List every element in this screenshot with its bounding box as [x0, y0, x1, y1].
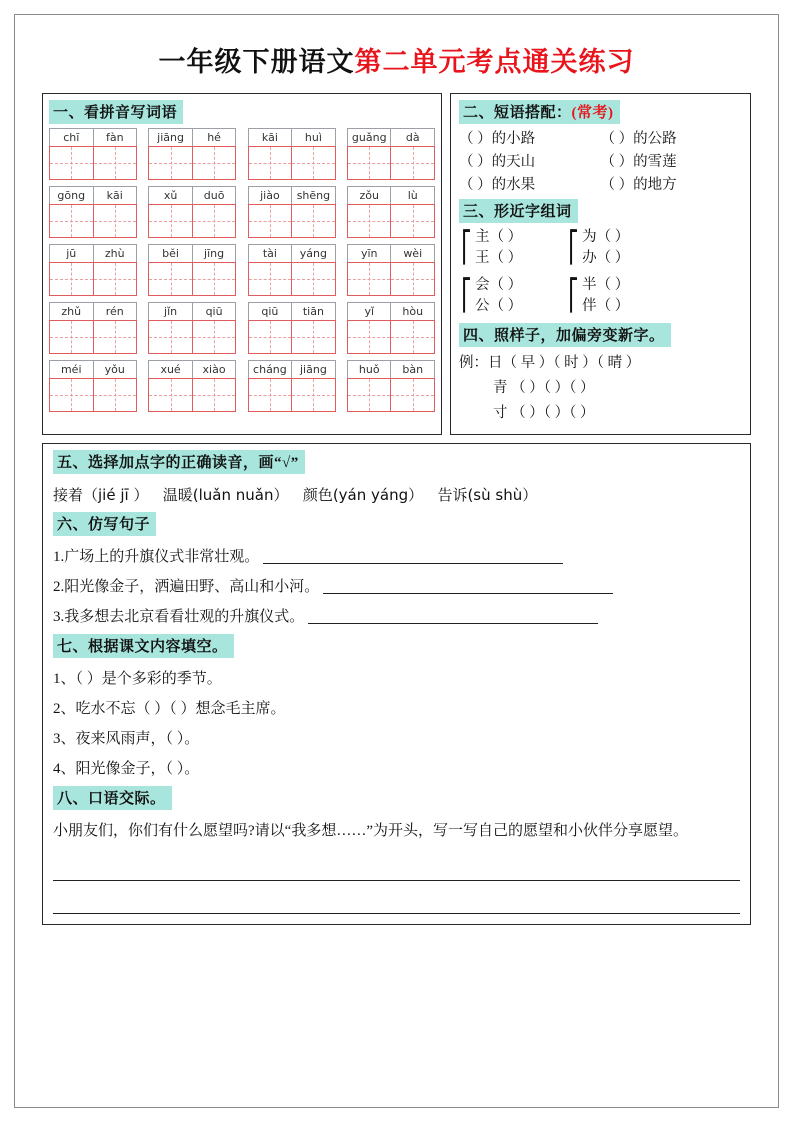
- tianzige-box[interactable]: [148, 320, 236, 354]
- tianzige-box[interactable]: [347, 320, 435, 354]
- tianzige-cell[interactable]: [50, 379, 93, 411]
- tianzige-cell[interactable]: [149, 379, 192, 411]
- pron-word: 颜色: [302, 486, 333, 504]
- writing-line[interactable]: [53, 887, 740, 914]
- tianzige-cell[interactable]: [348, 263, 391, 295]
- section-1-pinyin-writing: [42, 93, 442, 435]
- section-5-heading: 五、选择加点字的正确读音，画“√”: [53, 450, 305, 474]
- pinyin-cell: kāi: [261, 131, 278, 144]
- pinyin-line: [148, 360, 236, 378]
- tianzige-box[interactable]: [347, 204, 435, 238]
- brace-lines: [582, 227, 629, 269]
- tianzige-box[interactable]: [49, 378, 137, 412]
- section-2-phrase-matching: [459, 100, 742, 196]
- tianzige-cell[interactable]: [348, 321, 391, 353]
- tianzige-box[interactable]: [347, 262, 435, 296]
- sentence-item: [53, 544, 740, 570]
- pron-word: 温暖: [162, 486, 193, 504]
- tianzige-box[interactable]: [248, 204, 336, 238]
- pinyin-cell: gōng: [57, 189, 86, 202]
- answer-line[interactable]: 寸 （ ）（ ）（ ）: [493, 405, 595, 421]
- tianzige-cell[interactable]: [249, 147, 292, 179]
- section-4-heading: 四、照样子，加偏旁变新字。: [459, 323, 671, 347]
- phrase-item[interactable]: （ ）的天山: [459, 154, 536, 170]
- pinyin-cell: tiān: [291, 303, 335, 320]
- tianzige-box[interactable]: [49, 204, 137, 238]
- example-line: 例：日（ 早 ）（ 时 ）（ 晴 ）: [459, 355, 641, 371]
- tianzige-cell[interactable]: [192, 147, 236, 179]
- section-8-oral-communication: [53, 786, 740, 914]
- tianzige-box[interactable]: [49, 146, 137, 180]
- pinyin-cell: hé: [192, 129, 236, 146]
- character-word-line[interactable]: 会（ ）: [475, 277, 523, 293]
- section-4-add-radical: [459, 323, 742, 426]
- fill-item[interactable]: 1、（ ）是个多彩的季节。: [53, 671, 222, 687]
- pinyin-row: [49, 302, 435, 354]
- tianzige-cell[interactable]: [348, 379, 391, 411]
- tianzige-box[interactable]: [49, 320, 137, 354]
- fill-item[interactable]: 3、夜来风雨声，（ ）。: [53, 731, 200, 747]
- word-block: [49, 360, 137, 412]
- brace-icon: ⎡: [461, 230, 472, 265]
- pinyin-cell: huì: [291, 129, 335, 146]
- section-3-similar-characters: [459, 199, 742, 317]
- brace-pair: [459, 227, 522, 269]
- pinyin-cell: kāi: [93, 187, 137, 204]
- word-block: [49, 244, 137, 296]
- pinyin-cell: zhù: [93, 245, 137, 262]
- brace-lines: [582, 275, 629, 317]
- tianzige-cell[interactable]: [291, 379, 335, 411]
- tianzige-cell[interactable]: [192, 205, 236, 237]
- item-number: 3.: [53, 609, 65, 625]
- section-3-heading: 三、形近字组词: [459, 199, 578, 223]
- pinyin-cell: huǒ: [358, 363, 380, 376]
- pinyin-cell: bĕi: [162, 247, 179, 260]
- tianzige-box[interactable]: [148, 262, 236, 296]
- sentence-text: 阳光像金子，洒遍田野、高山和小河。: [64, 579, 320, 595]
- section-2-heading: [459, 100, 620, 124]
- word-block: [248, 244, 336, 296]
- tianzige-cell[interactable]: [390, 263, 434, 295]
- pinyin-line: [248, 360, 336, 378]
- fill-item[interactable]: 4、阳光像金子，（ ）。: [53, 761, 200, 777]
- answer-blank[interactable]: [323, 577, 613, 594]
- pinyin-cell: cháng: [253, 363, 287, 376]
- tianzige-cell[interactable]: [50, 147, 93, 179]
- pinyin-cell: xiào: [192, 361, 236, 378]
- word-block: [148, 186, 236, 238]
- pinyin-cell: zhǔ: [61, 305, 82, 318]
- tianzige-cell[interactable]: [291, 205, 335, 237]
- tianzige-box[interactable]: [347, 378, 435, 412]
- pron-word: 告诉: [437, 486, 468, 504]
- brace-pair: [459, 275, 522, 317]
- pinyin-cell: fàn: [93, 129, 137, 146]
- phrase-item[interactable]: （ ）的水果: [459, 177, 536, 193]
- character-word-line[interactable]: 公（ ）: [475, 298, 523, 314]
- pinyin-cell: xǔ: [163, 189, 178, 202]
- pinyin-cell: yǒu: [93, 361, 137, 378]
- tianzige-cell[interactable]: [149, 263, 192, 295]
- word-block: [347, 128, 435, 180]
- pinyin-cell: hòu: [390, 303, 434, 320]
- tianzige-cell[interactable]: [249, 205, 292, 237]
- pinyin-cell: qiū: [261, 305, 279, 318]
- pinyin-line: [248, 128, 336, 146]
- section-5-choose-pronunciation: [53, 450, 740, 508]
- sentence-text: 我多想去北京看看壮观的升旗仪式。: [64, 609, 305, 625]
- pinyin-line: [148, 244, 236, 262]
- phrase-row: [459, 151, 742, 173]
- section-2-note: (常考): [571, 105, 614, 121]
- word-block: [148, 302, 236, 354]
- pinyin-line: [49, 186, 137, 204]
- pron-options[interactable]: (luǎn nuǎn）: [192, 486, 289, 504]
- tianzige-cell[interactable]: [348, 205, 391, 237]
- writing-line[interactable]: [53, 854, 740, 881]
- title-red-part: 第二单元考点通关练习: [354, 47, 635, 77]
- tianzige-box[interactable]: [248, 320, 336, 354]
- tianzige-box[interactable]: [148, 378, 236, 412]
- section-5-items: [53, 482, 740, 508]
- fill-item[interactable]: 2、吃水不忘（ ）（ ）想念毛主席。: [53, 701, 286, 717]
- tianzige-cell[interactable]: [249, 263, 292, 295]
- section-8-heading: 八、口语交际。: [53, 786, 172, 810]
- pinyin-row: [49, 128, 435, 180]
- tianzige-box[interactable]: [49, 262, 137, 296]
- answer-blank[interactable]: [308, 607, 598, 624]
- sentence-item: [53, 604, 740, 630]
- word-block: [248, 128, 336, 180]
- tianzige-cell[interactable]: [192, 379, 236, 411]
- word-block: [347, 244, 435, 296]
- pinyin-cell: jǐn: [164, 305, 178, 318]
- pinyin-cell: yáng: [291, 245, 335, 262]
- writing-lines: [53, 854, 740, 914]
- brace-pair: [566, 227, 629, 269]
- word-block: [49, 128, 137, 180]
- pron-options[interactable]: （jié jī ）: [83, 486, 149, 504]
- tianzige-cell[interactable]: [390, 379, 434, 411]
- word-block: [248, 360, 336, 412]
- tianzige-box[interactable]: [248, 146, 336, 180]
- pinyin-cell: yīn: [360, 247, 378, 260]
- pinyin-cell: jiāng: [157, 131, 184, 144]
- tianzige-box[interactable]: [248, 262, 336, 296]
- tianzige-cell[interactable]: [291, 263, 335, 295]
- section-8-prompt: 小朋友们，你们有什么愿望吗?请以“我多想……”为开头，写一写自己的愿望和小伙伴分享愿望。: [53, 823, 688, 839]
- pinyin-cell: chī: [63, 131, 80, 144]
- tianzige-cell[interactable]: [390, 147, 434, 179]
- pinyin-row: [49, 186, 435, 238]
- pinyin-line: [347, 186, 435, 204]
- pinyin-line: [49, 128, 137, 146]
- pinyin-cell: shēng: [291, 187, 335, 204]
- section-2-heading-text: 二、短语搭配：: [463, 105, 572, 121]
- tianzige-box[interactable]: [347, 146, 435, 180]
- brace-lines: [475, 275, 522, 317]
- top-two-columns: [42, 93, 751, 435]
- section-1-heading: 一、看拼音写词语: [49, 100, 183, 124]
- tianzige-cell[interactable]: [390, 205, 434, 237]
- tianzige-cell[interactable]: [93, 379, 137, 411]
- tianzige-cell[interactable]: [149, 205, 192, 237]
- tianzige-cell[interactable]: [50, 205, 93, 237]
- brace-icon: ⎡: [568, 230, 579, 265]
- pinyin-cell: jīng: [192, 245, 236, 262]
- word-block: [347, 302, 435, 354]
- pinyin-cell: duō: [192, 187, 236, 204]
- word-block: [347, 186, 435, 238]
- pinyin-cell: jū: [66, 247, 77, 260]
- brace-lines: [475, 227, 522, 269]
- pinyin-row: [49, 244, 435, 296]
- phrase-item[interactable]: （ ）的小路: [459, 131, 536, 147]
- tianzige-cell[interactable]: [291, 147, 335, 179]
- word-block: [148, 244, 236, 296]
- pinyin-line: [49, 302, 137, 320]
- tianzige-cell[interactable]: [149, 321, 192, 353]
- phrase-row: [459, 128, 742, 150]
- tianzige-cell[interactable]: [291, 321, 335, 353]
- section-7-fill-in-from-text: [53, 634, 740, 782]
- pinyin-line: [49, 244, 137, 262]
- tianzige-cell[interactable]: [390, 321, 434, 353]
- right-column: [450, 93, 751, 435]
- pinyin-cell: méi: [60, 363, 82, 376]
- pinyin-line: [248, 302, 336, 320]
- word-block: [148, 128, 236, 180]
- item-number: 2.: [53, 579, 65, 595]
- sentence-item: [53, 574, 740, 600]
- pinyin-cell: bàn: [390, 361, 434, 378]
- pinyin-cell: wèi: [390, 245, 434, 262]
- pron-word: 接着: [53, 486, 84, 504]
- pinyin-line: [347, 244, 435, 262]
- tianzige-box[interactable]: [148, 146, 236, 180]
- tianzige-cell[interactable]: [348, 147, 391, 179]
- pinyin-cell: zǒu: [359, 189, 379, 202]
- pinyin-line: [248, 244, 336, 262]
- answer-line[interactable]: 青 （ ）（ ）（ ）: [493, 380, 595, 396]
- phrase-item[interactable]: （ ）的公路: [600, 131, 677, 147]
- pinyin-line: [248, 186, 336, 204]
- brace-icon: ⎡: [568, 278, 579, 313]
- pinyin-cell: dà: [390, 129, 434, 146]
- tianzige-cell[interactable]: [93, 147, 137, 179]
- section-6-sentence-imitation: [53, 512, 740, 630]
- word-block: [148, 360, 236, 412]
- tianzige-cell[interactable]: [192, 321, 236, 353]
- tianzige-box[interactable]: [148, 204, 236, 238]
- pron-options[interactable]: (sù shù）: [467, 486, 538, 504]
- pinyin-line: [347, 128, 435, 146]
- phrase-row: [459, 174, 742, 196]
- tianzige-cell[interactable]: [93, 263, 137, 295]
- pinyin-line: [148, 302, 236, 320]
- tianzige-cell[interactable]: [249, 379, 292, 411]
- brace-group: [459, 227, 742, 269]
- pinyin-line: [347, 360, 435, 378]
- tianzige-cell[interactable]: [249, 321, 292, 353]
- pinyin-cell: jiāng: [291, 361, 335, 378]
- section-6-heading: 六、仿写句子: [53, 512, 156, 536]
- tianzige-cell[interactable]: [93, 205, 137, 237]
- pinyin-cell: jiào: [260, 189, 280, 202]
- character-word-line[interactable]: 办（ ）: [582, 250, 630, 266]
- tianzige-cell[interactable]: [93, 321, 137, 353]
- character-word-line[interactable]: 王（ ）: [475, 250, 523, 266]
- item-number: 1.: [53, 549, 65, 565]
- character-word-line[interactable]: 半（ ）: [582, 277, 630, 293]
- tianzige-box[interactable]: [248, 378, 336, 412]
- title-black-part: 一年级下册语文: [158, 47, 355, 77]
- pinyin-line: [49, 360, 137, 378]
- character-word-line[interactable]: 为（ ）: [582, 229, 630, 245]
- pinyin-cell: tài: [262, 247, 277, 260]
- answer-blank[interactable]: [263, 547, 563, 564]
- section-7-heading: 七、根据课文内容填空。: [53, 634, 234, 658]
- pinyin-cell: guǎng: [351, 131, 387, 144]
- word-block: [248, 186, 336, 238]
- pinyin-cell: lù: [390, 187, 434, 204]
- section-4-body: [459, 351, 742, 426]
- tianzige-cell[interactable]: [192, 263, 236, 295]
- tianzige-cell[interactable]: [50, 321, 93, 353]
- tianzige-cell[interactable]: [50, 263, 93, 295]
- pinyin-cell: xué: [160, 363, 181, 376]
- word-block: [49, 186, 137, 238]
- character-word-line[interactable]: 主（ ）: [475, 229, 523, 245]
- pinyin-line: [148, 128, 236, 146]
- word-block: [49, 302, 137, 354]
- pinyin-cell: qiū: [192, 303, 236, 320]
- brace-group: [459, 275, 742, 317]
- pron-options[interactable]: (yán yáng）: [332, 486, 424, 504]
- pinyin-line: [148, 186, 236, 204]
- brace-icon: ⎡: [461, 278, 472, 313]
- pinyin-cell: rén: [93, 303, 137, 320]
- word-block: [347, 360, 435, 412]
- page-content: [22, 18, 771, 925]
- character-word-line[interactable]: 伴（ ）: [582, 298, 630, 314]
- word-block: [248, 302, 336, 354]
- phrase-item[interactable]: （ ）的地方: [600, 177, 677, 193]
- tianzige-cell[interactable]: [149, 147, 192, 179]
- page-title: [42, 40, 751, 79]
- phrase-item[interactable]: （ ）的雪莲: [600, 154, 677, 170]
- brace-pair: [566, 275, 629, 317]
- pinyin-line: [347, 302, 435, 320]
- sentence-text: 广场上的升旗仪式非常壮观。: [64, 549, 260, 565]
- pinyin-row: [49, 360, 435, 412]
- pinyin-cell: yǐ: [364, 305, 375, 318]
- lower-sections: [42, 443, 751, 925]
